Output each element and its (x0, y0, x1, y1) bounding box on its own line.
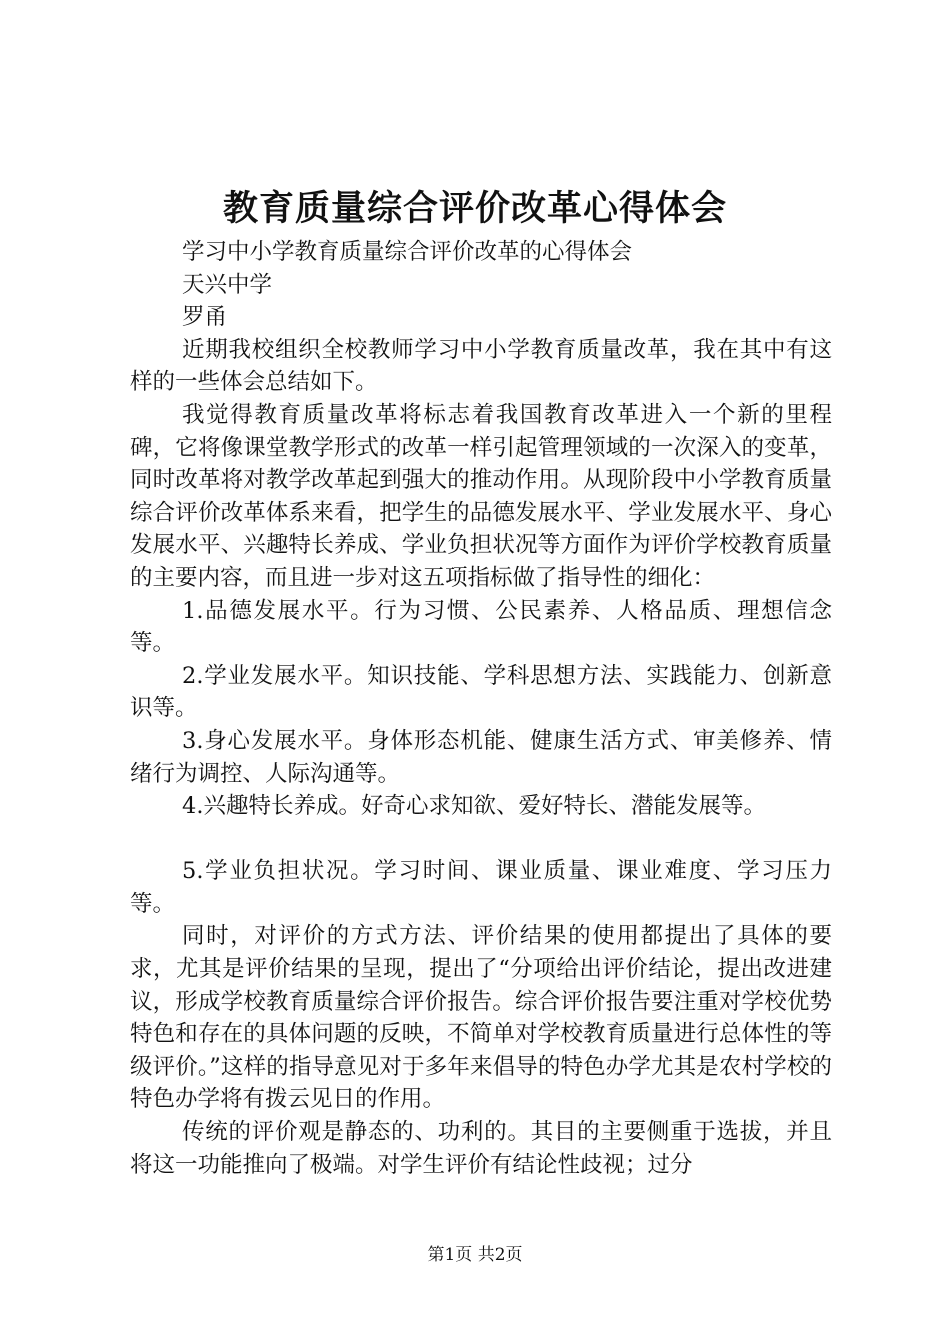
paragraph: 近期我校组织全校教师学习中小学教育质量改革，我在其中有这样的一些体会总结如下。 (130, 336, 832, 396)
author-name: 罗甬 (182, 304, 228, 331)
page-footer: 第1页 共2页 (427, 1245, 523, 1265)
list-item: 4.兴趣特长养成。好奇心求知欲、爱好特长、潜能发展等。 (182, 793, 766, 820)
document-body (130, 236, 832, 1181)
list-item: 5.学业负担状况。学习时间、课业质量、课业难度、学习压力等。 (130, 858, 832, 917)
school-name: 天兴中学 (182, 271, 273, 298)
list-item: 3.身心发展水平。身体形态机能、健康生活方式、审美修养、情绪行为调控、人际沟通等。 (130, 727, 832, 787)
list-item: 1.品德发展水平。行为习惯、公民素养、人格品质、理想信念等。 (130, 597, 832, 657)
document-subtitle: 学习中小学教育质量综合评价改革的心得体会 (182, 239, 633, 265)
list-item: 2.学业发展水平。知识技能、学科思想方法、实践能力、创新意识等。 (130, 662, 832, 722)
blank-line (130, 823, 832, 856)
paragraph: 传统的评价观是静态的、功利的。其目的主要侧重于选拔，并且将这一功能推向了极端。对学生评价有结论性歧视；过分 (130, 1119, 832, 1178)
paragraph: 同时，对评价的方式方法、评价结果的使用都提出了具体的要求，尤其是评价结果的呈现，提出了“分项给出评价结论，提出改进建议，形成学校教育质量综合评价报告。综合评价报告要注重对学校优势特色和存在的具体问题的反映，不简单对学校教育质量进行总体性的等级评价。”这样的指导意见对于多年来倡导的特色办学尤其是农村学校的特色办学将有拨云见日的作用。 (130, 923, 832, 1113)
paragraph: 我觉得教育质量改革将标志着我国教育改革进入一个新的里程碑，它将像课堂教学形式的改革一样引起管理领域的一次深入的变革，同时改革将对教学改革起到强大的推动作用。从现阶段中小学教育质量综合评价改革体系来看，把学生的品德发展水平、学业发展水平、身心发展水平、兴趣特长养成、学业负担状况等方面作为评价学校教育质量的主要内容，而且进一步对这五项指标做了指导性的细化： (130, 401, 832, 591)
document-title: 教育质量综合评价改革心得体会 (222, 188, 727, 229)
